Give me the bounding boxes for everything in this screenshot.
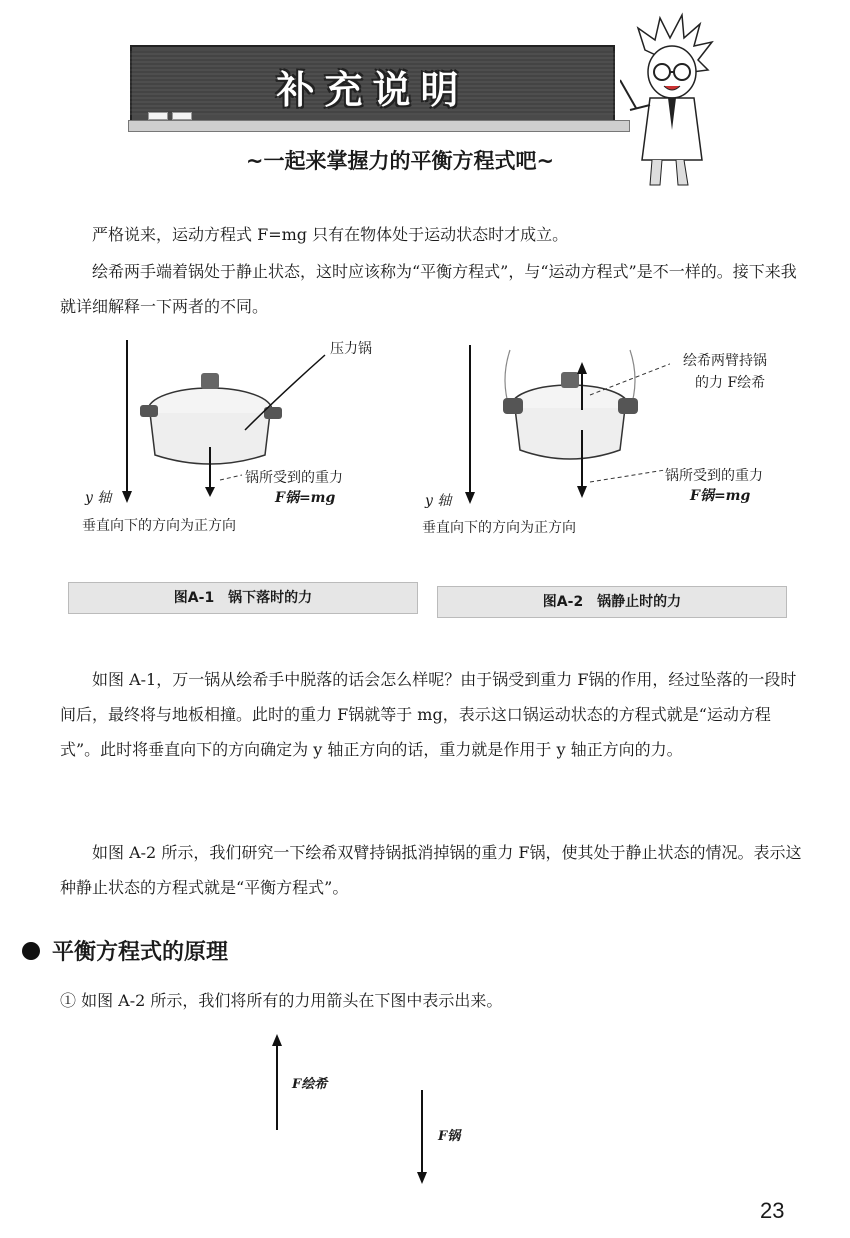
force-up-label: F绘希 (292, 1077, 328, 1092)
axis-direction-note: 垂直向下的方向为正方向 (82, 518, 236, 534)
figure-a1-diagram (70, 335, 400, 535)
teacher-character-illustration (620, 10, 720, 195)
force-down-label: F锅 (438, 1129, 461, 1144)
figure-a2-diagram (440, 340, 670, 540)
intro-paragraph: 严格说来，运动方程式 F=mg 只有在物体处于运动状态时才成立。 (92, 225, 569, 244)
body-paragraph: 如图 A-1，万一锅从绘希手中脱落的话会怎么样呢？由于锅受到重力 F锅的作用，经过坠落的一段时间后，最终将与地板相撞。此时的重力 F锅就等于 mg，表示这口锅运动状态的方程式就是“运动方程式”。此时将垂直向下的方向确定为 y 轴正方向的话，重力就是作用于 y 轴正方向的力。 (60, 670, 797, 759)
y-axis-label: y 轴 (85, 490, 112, 506)
force-arrows-diagram (260, 1030, 460, 1190)
page-number: 23 (760, 1198, 785, 1223)
body-paragraph: 如图 A-2 所示，我们研究一下绘希双臂持锅抵消掉锅的重力 F锅，使其处于静止状态的情况。表示这种静止状态的方程式就是“平衡方程式”。 (60, 843, 802, 897)
title-banner (130, 45, 615, 123)
figure-a1-caption: 图A-1 锅下落时的力 (68, 582, 418, 614)
hold-force-label: 绘希两臂持锅 (683, 353, 767, 369)
bullet-icon (22, 942, 40, 960)
intro-paragraph: 绘希两手端着锅处于静止状态，这时应该称为“平衡方程式”，与“运动方程式”是不一样的。接下来我就详细解释一下两者的不同。 (60, 262, 797, 316)
page-subtitle: ~一起来掌握力的平衡方程式吧~ (245, 149, 555, 173)
figure-a2-caption: 图A-2 锅静止时的力 (437, 586, 787, 618)
step-text: ① 如图 A-2 所示，我们将所有的力用箭头在下图中表示出来。 (60, 991, 503, 1010)
gravity-formula: F锅=mg (690, 488, 751, 504)
section-heading: 平衡方程式的原理 (22, 935, 228, 966)
gravity-formula: F锅=mg (275, 490, 336, 506)
gravity-label: 锅所受到的重力 (665, 468, 763, 484)
axis-direction-note: 垂直向下的方向为正方向 (422, 520, 576, 536)
y-axis-label: y 轴 (425, 493, 452, 509)
hold-force-formula: 的力 F绘希 (695, 375, 766, 391)
gravity-label: 锅所受到的重力 (245, 470, 343, 486)
page-title: 补充说明 (276, 68, 469, 112)
chalk-ledge (128, 120, 630, 132)
pressure-cooker-label: 压力锅 (330, 341, 372, 357)
